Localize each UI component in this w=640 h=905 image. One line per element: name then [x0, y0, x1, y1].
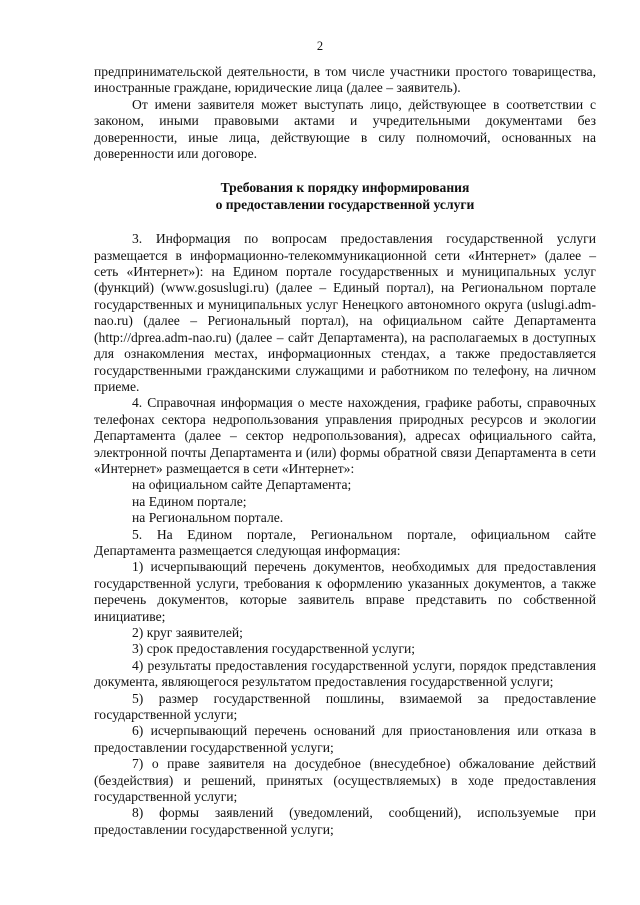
list-item: 3) срок предоставления государственной услуги;	[132, 641, 416, 657]
document-body	[94, 64, 596, 838]
list-item: 7) о праве заявителя на досудебное (внесудебное) обжалование действий (бездействия) и решений, принятых (осуществляемых) в ходе предоставления государственной услуги;	[94, 756, 596, 805]
page-number: 2	[316, 39, 324, 53]
paragraph: От имени заявителя может выступать лицо, действующее в соответствии с законом, иными правовыми актами и учредительными документами без доверенности, иные лица, действующие в силу полномочий, основанных на доверенности или договоре.	[94, 96, 596, 162]
paragraph-4: 4. Справочная информация о месте нахождения, графике работы, справочных телефонах сектора недропользования управления природных ресурсов и экологии Департамента (далее – сектор недропользования), адресах официального сайта, электронной почты Департамента и (или) формы обратной связи Департамента в сети «Интернет» размещается в сети «Интернет»:	[94, 395, 596, 476]
paragraph-3: 3. Информация по вопросам предоставления государственной услуги размещается в информационно-телекоммуникационной сети «Интернет» (далее – сеть «Интернет»): на Едином портале государственных и муниципальных услуг (функций) (www.gosuslugi.ru) (далее – Единый портал), на Региональном портале государственных и муниципальных услуг Ненецкого автономного округа (uslugi.adm-nao.ru) (далее – Региональный портал), на официальном сайте Департамента (http://dprea.adm-nao.ru) (далее – сайт Департамента), на располагаемых в доступных для ознакомления местах, информационных стендах, а также предоставляется государственными гражданскими служащими и работником по телефону, на личном приеме.	[94, 231, 596, 394]
spacer	[94, 213, 596, 231]
list-item: 6) исчерпывающий перечень оснований для приостановления или отказа в предоставлении государственной услуги;	[94, 723, 596, 755]
list-item: на Региональном портале.	[132, 510, 284, 526]
list-item: 5) размер государственной пошлины, взимаемой за предоставление государственной услуги;	[94, 690, 596, 723]
spacer	[94, 162, 596, 180]
section-heading-line-2: о предоставлении государственной услуги	[215, 196, 475, 212]
section-heading-line-1: Требования к порядку информирования	[220, 180, 470, 196]
list-item: на официальном сайте Департамента;	[132, 477, 352, 493]
list-item: 8) формы заявлений (уведомлений, сообщений), используемые при предоставлении государственной услуги;	[94, 805, 596, 837]
list-item: 4) результаты предоставления государственной услуги, порядок представления документа, являющегося результатом предоставления государственной услуги;	[94, 657, 596, 690]
list-item: 1) исчерпывающий перечень документов, необходимых для предоставления государственной услуги, требования к оформлению указанных документов, а также перечень документов, которые заявитель вправе представить по собственной инициативе;	[94, 559, 596, 624]
paragraph: предпринимательской деятельности, в том числе участники простого товарищества, иностранные граждане, юридические лица (далее – заявитель).	[94, 64, 596, 96]
list-item: на Едином портале;	[132, 493, 247, 509]
list-item: 2) круг заявителей;	[132, 625, 243, 640]
paragraph-5: 5. На Едином портале, Региональном портале, официальном сайте Департамента размещается следующая информация:	[94, 526, 596, 558]
